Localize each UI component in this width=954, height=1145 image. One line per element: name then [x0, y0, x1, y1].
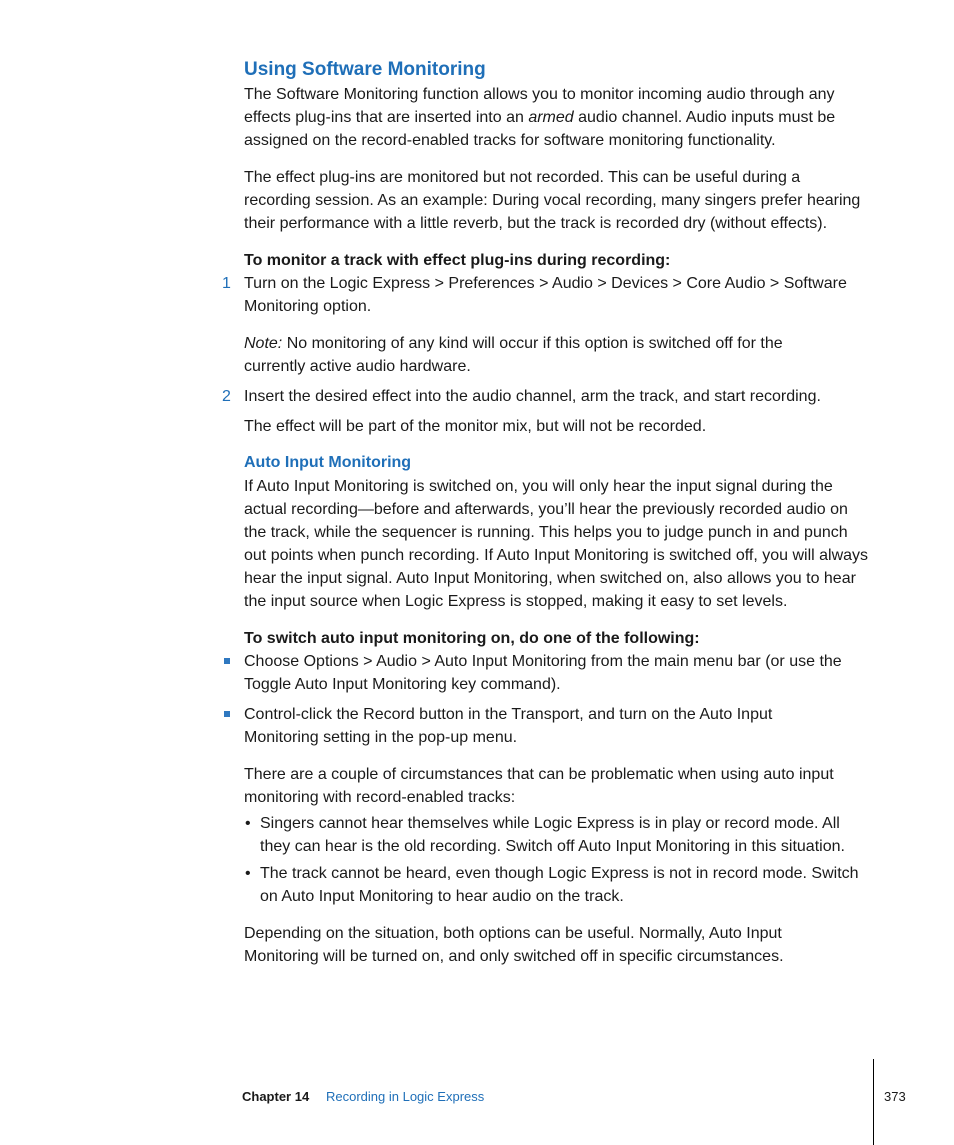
task-heading-software-monitoring: To monitor a track with effect plug-ins during recording: [244, 252, 671, 269]
section-paragraph-2: The effect plug-ins are monitored but not recorded. This can be useful during a recording session. As an example: During vocal recording, many singers prefer hearing their performance with a little reverb, but the track is recorded dry (without effects). [244, 169, 861, 232]
subsection-paragraph-2: There are a couple of circumstances that can be problematic when using auto input monitoring with record-enabled tracks: [244, 766, 834, 806]
step-2-text: Insert the desired effect into the audio channel, arm the track, and start recording. [244, 388, 821, 405]
intro-emphasis: armed [528, 109, 574, 126]
step-2-result: The effect will be part of the monitor mix, but will not be recorded. [244, 418, 707, 435]
note-paragraph [244, 332, 844, 378]
footer-chapter: Chapter 14 [242, 1089, 310, 1104]
footer-divider [873, 1059, 874, 1145]
step-number-1: 1 [222, 275, 231, 292]
section-title: Using Software Monitoring [244, 59, 486, 80]
subsection-paragraph-1: If Auto Input Monitoring is switched on, you will only hear the input signal during the actual recording—before and afterwards, you’ll hear the previously recorded audio on the track, while the sequencer is running. This helps you to judge punch in and punch out points when punch recording. If Auto Input Monitoring is switched off, you will always hear the input signal. Auto Input Monitoring, when switched on, also allows you to hear the input source when Logic Express is stopped, making it easy to set levels. [244, 478, 869, 610]
square-bullet-2 [224, 711, 230, 717]
option-2-text: Control-click the Record button in the Transport, and turn on the Auto Input Monitoring setting in the pop-up menu. [244, 706, 773, 746]
section-intro-paragraph [244, 83, 866, 152]
bullet-2-text: The track cannot be heard, even though Logic Express is not in record mode. Switch on Auto Input Monitoring to hear audio on the track. [260, 865, 859, 905]
round-bullet-2: • [245, 865, 251, 882]
intro-text-part2: audio channel. Audio inputs must be assigned on the record-enabled tracks for software monitoring functionality. [244, 109, 836, 149]
step-number-2: 2 [222, 388, 231, 405]
option-1-text: Choose Options > Audio > Auto Input Monitoring from the main menu bar (or use the Toggle Auto Input Monitoring key command). [244, 653, 842, 693]
round-bullet-1: • [245, 815, 251, 832]
footer-chapter-title: Recording in Logic Express [326, 1089, 485, 1104]
subsection-paragraph-3: Depending on the situation, both options can be useful. Normally, Auto Input Monitoring will be turned on, and only switched off in specific circumstances. [244, 925, 784, 965]
square-bullet-1 [224, 658, 230, 664]
task-heading-auto-input: To switch auto input monitoring on, do one of the following: [244, 630, 700, 647]
note-text: No monitoring of any kind will occur if this option is switched off for the currently active audio hardware. [244, 335, 783, 375]
note-label: Note: [244, 335, 283, 352]
step-1-text: Turn on the Logic Express > Preferences > Audio > Devices > Core Audio > Software Monitoring option. [244, 275, 847, 315]
intro-text-part1: The Software Monitoring function allows you to monitor incoming audio through any effects plug-ins that are inserted into an [244, 86, 835, 126]
subsection-title: Auto Input Monitoring [244, 454, 412, 471]
bullet-1-text: Singers cannot hear themselves while Logic Express is in play or record mode. All they can hear is the old recording. Switch off Auto Input Monitoring in this situation. [260, 815, 845, 855]
page-number: 373 [884, 1089, 906, 1104]
